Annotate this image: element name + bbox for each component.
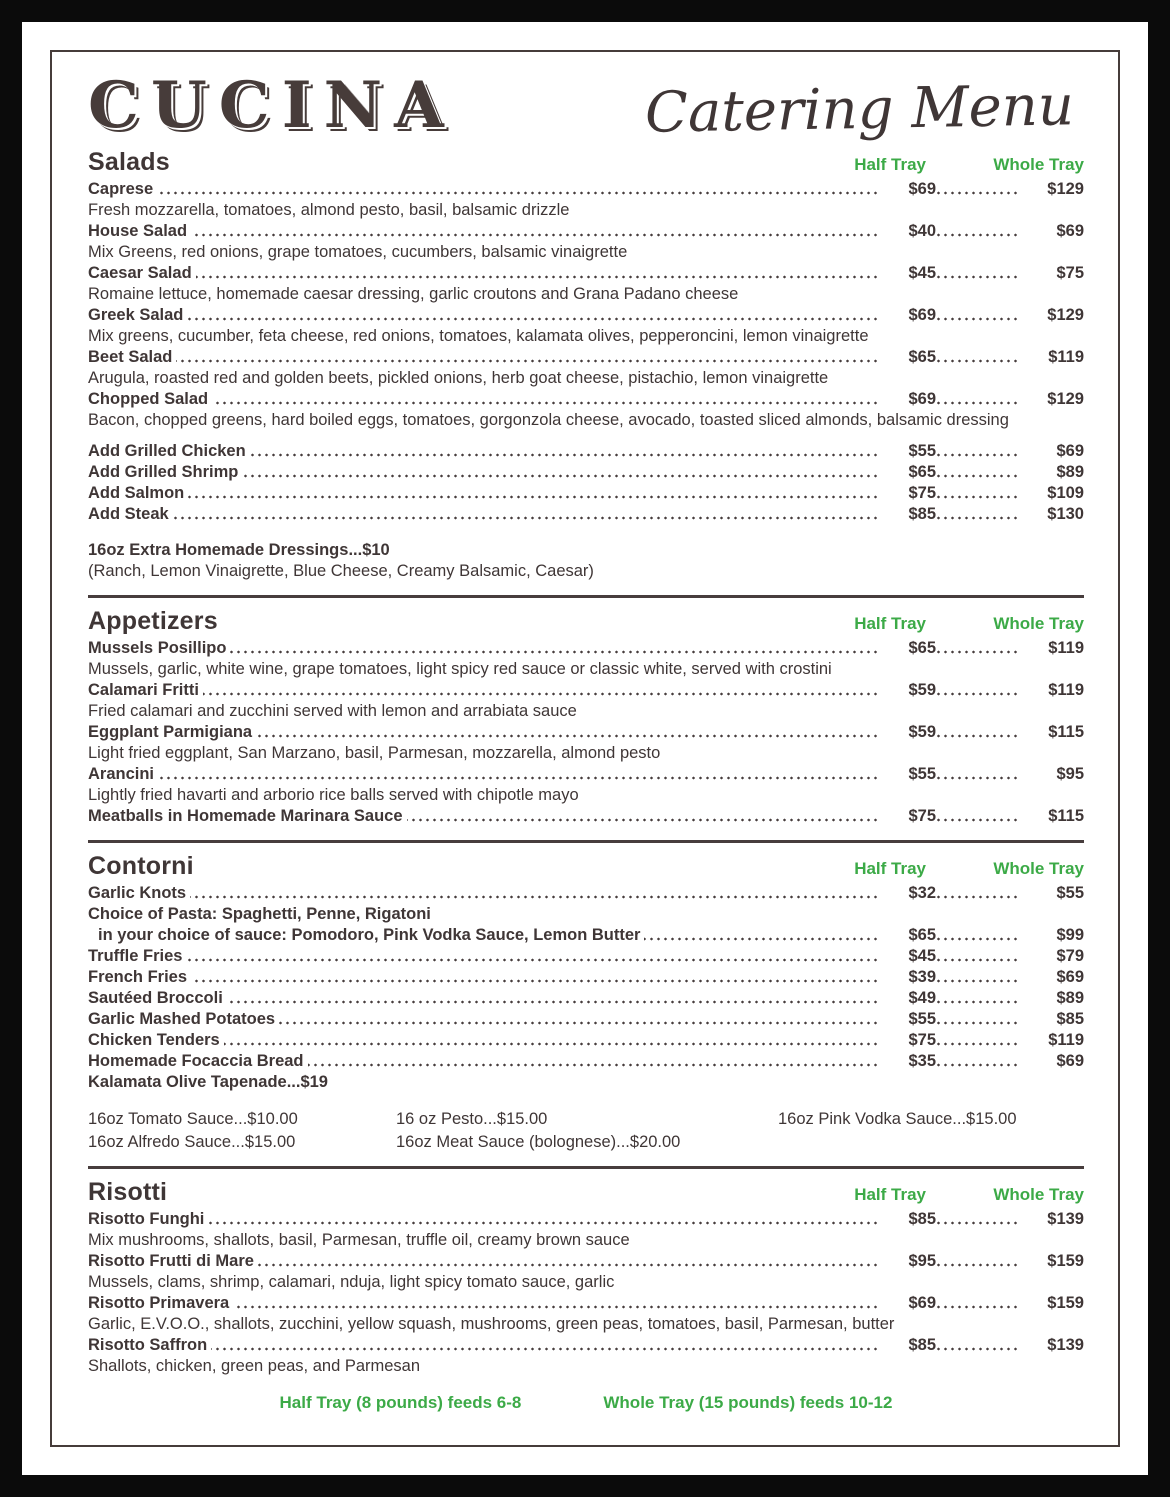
section-title: Contorni: [88, 852, 194, 880]
item-price-half: $85: [878, 504, 936, 525]
item-price-whole: $69: [1018, 441, 1084, 462]
extra-sauces-grid: [88, 1108, 1084, 1153]
item-name: Risotto Frutti di Mare: [88, 1251, 258, 1272]
item-name: Caesar Salad: [88, 263, 196, 284]
item-description: Garlic, E.V.O.O., shallots, zucchini, yellow squash, mushrooms, green peas, tomatoes, basil, Parmesan, butter: [88, 1315, 895, 1333]
item-description: Fresh mozzarella, tomatoes, almond pesto, basil, balsamic drizzle: [88, 201, 570, 219]
item-price-half: $65: [878, 925, 936, 946]
menu-item-row: [88, 263, 1084, 284]
item-price-whole: $69: [1018, 967, 1084, 988]
section-divider: [88, 595, 1084, 598]
item-price-whole: $139: [1018, 1335, 1084, 1356]
item-name: Sautéed Broccoli: [88, 988, 227, 1009]
item-price-half: $59: [878, 680, 936, 701]
sauce-item: 16 oz Pesto...$15.00: [396, 1110, 548, 1128]
item-price-half: $45: [878, 946, 936, 967]
addon-row: [88, 504, 1084, 525]
item-price-whole: $129: [1018, 389, 1084, 410]
item-price-whole: $119: [1018, 347, 1084, 368]
menu-item-row: [88, 221, 1084, 242]
item-price-whole: $129: [1018, 179, 1084, 200]
sauce-item: 16oz Alfredo Sauce...$15.00: [88, 1133, 296, 1151]
item-name: Risotto Saffron: [88, 1335, 211, 1356]
item-price-whole: $99: [1018, 925, 1084, 946]
item-price-whole: $130: [1018, 504, 1084, 525]
half-tray-column-header: Half Tray: [854, 614, 926, 633]
menu-item-row: [88, 988, 1084, 1009]
dressings-note: [88, 540, 1084, 582]
addon-row: [88, 441, 1084, 462]
item-name: Caprese: [88, 179, 157, 200]
item-description: Romaine lettuce, homemade caesar dressing, garlic croutons and Grana Padano cheese: [88, 285, 739, 303]
item-price-whole: $159: [1018, 1293, 1084, 1314]
item-name: Chicken Tenders: [88, 1030, 224, 1051]
section-title: Appetizers: [88, 607, 218, 635]
half-tray-column-header: Half Tray: [854, 155, 926, 174]
item-price-half: $69: [878, 1293, 936, 1314]
half-tray-footnote: Half Tray (8 pounds) feeds 6-8: [279, 1393, 522, 1412]
item-price-whole: $115: [1018, 806, 1084, 827]
item-description: Fried calamari and zucchini served with lemon and arrabiata sauce: [88, 702, 577, 720]
item-description: Arugula, roasted red and golden beets, pickled onions, herb goat cheese, pistachio, lemon vinaigrette: [88, 369, 829, 387]
menu-item-row: [88, 946, 1084, 967]
item-description: Mix greens, cucumber, feta cheese, red onions, tomatoes, kalamata olives, pepperoncini, lemon vinaigrette: [88, 327, 869, 345]
item-price-half: $35: [878, 1051, 936, 1072]
menu-item-row: [88, 179, 1084, 200]
tapenade-line: Kalamata Olive Tapenade...$19: [88, 1073, 328, 1091]
menu-item-row: [88, 680, 1084, 701]
section-title: Salads: [88, 148, 170, 176]
item-name: Mussels Posillipo: [88, 638, 230, 659]
item-price-whole: $129: [1018, 305, 1084, 326]
item-name: Add Steak: [88, 504, 173, 525]
whole-tray-footnote: Whole Tray (15 pounds) feeds 10-12: [603, 1393, 893, 1412]
script-title: Catering Menu: [644, 73, 1075, 146]
item-price-half: $49: [878, 988, 936, 1009]
item-price-half: $65: [878, 347, 936, 368]
item-price-whole: $119: [1018, 680, 1084, 701]
item-price-half: $55: [878, 764, 936, 785]
risotti-section: [88, 1178, 1084, 1377]
item-name: Beet Salad: [88, 347, 176, 368]
menu-item-row: [88, 967, 1084, 988]
menu-item-row: [88, 925, 1084, 946]
item-description: Bacon, chopped greens, hard boiled eggs, tomatoes, gorgonzola cheese, avocado, toasted sliced almonds, balsamic dressing: [88, 411, 1009, 429]
item-name: Homemade Focaccia Bread: [88, 1051, 308, 1072]
menu-content: [50, 50, 1120, 1447]
item-name: Add Grilled Shrimp: [88, 462, 242, 483]
whole-tray-column-header: Whole Tray: [993, 859, 1084, 878]
item-description: Shallots, chicken, green peas, and Parmesan: [88, 1357, 421, 1375]
menu-item-row: [88, 389, 1084, 410]
menu-item-row: [88, 1209, 1084, 1230]
item-name: Add Salmon: [88, 483, 188, 504]
item-name: Garlic Mashed Potatoes: [88, 1009, 279, 1030]
item-price-half: $39: [878, 967, 936, 988]
menu-item-row: [88, 764, 1084, 785]
item-price-half: $75: [878, 1030, 936, 1051]
item-price-half: $95: [878, 1251, 936, 1272]
menu-item-row: [88, 1251, 1084, 1272]
item-price-half: $75: [878, 806, 936, 827]
menu-item-row: [88, 347, 1084, 368]
item-description: Mix Greens, red onions, grape tomatoes, cucumbers, balsamic vinaigrette: [88, 243, 628, 261]
item-price-whole: $79: [1018, 946, 1084, 967]
sauce-item-empty: [778, 1131, 1084, 1153]
menu-item-row: [88, 806, 1084, 827]
menu-item-row: [88, 722, 1084, 743]
brand-title: CUCINA: [88, 68, 456, 143]
salad-addons: [88, 441, 1084, 525]
half-tray-column-header: Half Tray: [854, 859, 926, 878]
menu-item-row: [88, 638, 1084, 659]
item-price-whole: $115: [1018, 722, 1084, 743]
menu-item-row: [88, 1293, 1084, 1314]
item-price-whole: $75: [1018, 263, 1084, 284]
item-name: Risotto Primavera: [88, 1293, 233, 1314]
item-name: Truffle Fries: [88, 946, 186, 967]
menu-item-row: [88, 1051, 1084, 1072]
half-tray-column-header: Half Tray: [854, 1185, 926, 1204]
item-price-whole: $89: [1018, 988, 1084, 1009]
section-divider: [88, 840, 1084, 843]
item-price-whole: $119: [1018, 1030, 1084, 1051]
item-description: Mix mushrooms, shallots, basil, Parmesan, truffle oil, creamy brown sauce: [88, 1231, 630, 1249]
item-price-whole: $85: [1018, 1009, 1084, 1030]
item-name: Garlic Knots: [88, 883, 190, 904]
item-price-whole: $95: [1018, 764, 1084, 785]
item-description: Mussels, garlic, white wine, grape tomatoes, light spicy red sauce or classic white, served with crostini: [88, 660, 832, 678]
item-price-half: $55: [878, 1009, 936, 1030]
sauce-item: 16oz Pink Vodka Sauce...$15.00: [778, 1110, 1017, 1128]
section-title: Risotti: [88, 1178, 168, 1206]
item-price-whole: $69: [1018, 1051, 1084, 1072]
item-price-half: $65: [878, 462, 936, 483]
item-price-half: $40: [878, 221, 936, 242]
item-price-whole: $139: [1018, 1209, 1084, 1230]
whole-tray-column-header: Whole Tray: [993, 1185, 1084, 1204]
menu-item-row: [88, 305, 1084, 326]
item-price-half: $55: [878, 441, 936, 462]
item-name: Calamari Fritti: [88, 680, 203, 701]
item-name: French Fries: [88, 967, 191, 988]
menu-item-row: [88, 883, 1084, 904]
addon-row: [88, 483, 1084, 504]
item-name: Chopped Salad: [88, 389, 212, 410]
item-description: Mussels, clams, shrimp, calamari, nduja, light spicy tomato sauce, garlic: [88, 1273, 615, 1291]
item-name: House Salad: [88, 221, 191, 242]
item-price-whole: $69: [1018, 221, 1084, 242]
item-price-whole: $55: [1018, 883, 1084, 904]
item-price-half: $32: [878, 883, 936, 904]
item-price-whole: $119: [1018, 638, 1084, 659]
item-description: Light fried eggplant, San Marzano, basil, Parmesan, mozzarella, almond pesto: [88, 744, 661, 762]
section-header: [88, 607, 1084, 636]
item-price-half: $65: [878, 638, 936, 659]
menu-item-row: [88, 1009, 1084, 1030]
item-name: in your choice of sauce: Pomodoro, Pink Vodka Sauce, Lemon Butter: [88, 925, 644, 946]
item-price-half: $69: [878, 305, 936, 326]
masthead: [88, 68, 1084, 146]
section-divider: [88, 1166, 1084, 1169]
section-header: [88, 1178, 1084, 1207]
appetizers-section: [88, 607, 1084, 827]
item-price-half: $75: [878, 483, 936, 504]
sauce-item: 16oz Tomato Sauce...$10.00: [88, 1110, 298, 1128]
menu-item-row: [88, 1335, 1084, 1356]
sauce-item: 16oz Meat Sauce (bolognese)...$20.00: [396, 1133, 681, 1151]
item-price-whole: $89: [1018, 462, 1084, 483]
menu-sheet: [22, 22, 1148, 1475]
section-header: [88, 852, 1084, 881]
contorni-section: [88, 852, 1084, 1153]
tray-size-footnote: [88, 1393, 1084, 1413]
item-price-whole: $109: [1018, 483, 1084, 504]
whole-tray-column-header: Whole Tray: [993, 155, 1084, 174]
item-name: Risotto Funghi: [88, 1209, 208, 1230]
item-price-half: $85: [878, 1335, 936, 1356]
salads-section: [88, 148, 1084, 582]
menu-item-row: [88, 1030, 1084, 1051]
item-price-half: $69: [878, 389, 936, 410]
item-price-half: $59: [878, 722, 936, 743]
whole-tray-column-header: Whole Tray: [993, 614, 1084, 633]
addon-row: [88, 462, 1084, 483]
dressings-options: (Ranch, Lemon Vinaigrette, Blue Cheese, Creamy Balsamic, Caesar): [88, 562, 594, 580]
section-header: [88, 148, 1084, 177]
item-price-half: $85: [878, 1209, 936, 1230]
item-name: Meatballs in Homemade Marinara Sauce: [88, 806, 407, 827]
item-price-whole: $159: [1018, 1251, 1084, 1272]
item-price-half: $69: [878, 179, 936, 200]
item-price-half: $45: [878, 263, 936, 284]
item-description: Lightly fried havarti and arborio rice balls served with chipotle mayo: [88, 786, 579, 804]
dressings-title: 16oz Extra Homemade Dressings...$10: [88, 541, 390, 559]
item-name: Greek Salad: [88, 305, 187, 326]
item-name: Add Grilled Chicken: [88, 441, 250, 462]
item-name: Arancini: [88, 764, 158, 785]
item-name: Eggplant Parmigiana: [88, 722, 256, 743]
pasta-choice-header: Choice of Pasta: Spaghetti, Penne, Rigatoni: [88, 905, 431, 923]
